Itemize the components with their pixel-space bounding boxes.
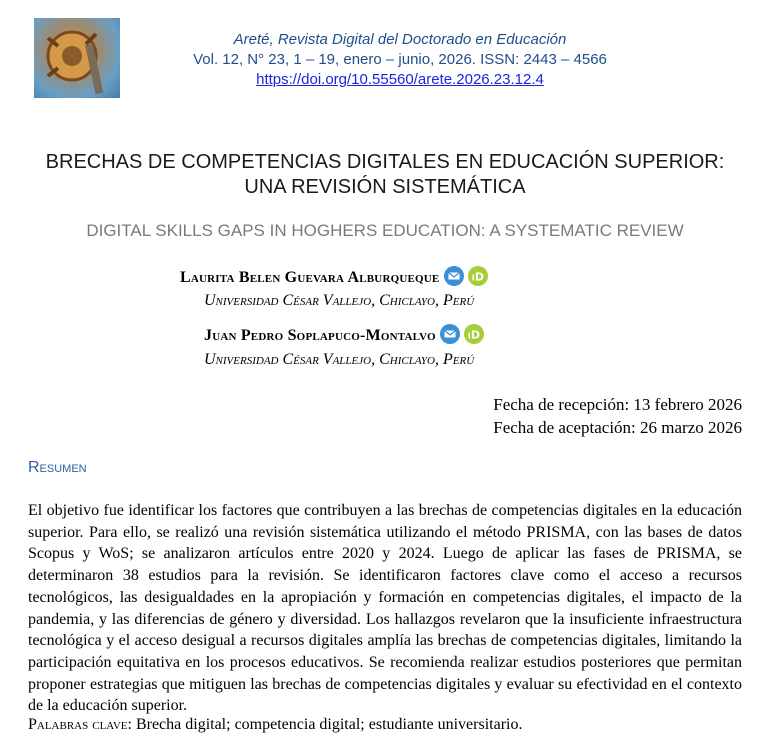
author-name: Laurita Belen Guevara Alburqueque	[180, 269, 440, 287]
journal-name: Areté, Revista Digital del Doctorado en Educación	[233, 31, 567, 48]
received-date: Fecha de recepción: 13 febrero 2026	[493, 395, 742, 414]
dates-block	[493, 393, 742, 439]
journal-header	[150, 30, 650, 90]
volume-line: Vol. 12, N° 23, 1 – 19, enero – junio, 2026. ISSN: 2443 – 4566	[193, 51, 607, 68]
svg-text:iD: iD	[471, 270, 485, 284]
abstract-text: El objetivo fue identificar los factores que contribuyen a las brechas de competencias digitales en la educación superior. Para ello, se realizó una revisión sistemática utilizando el método PRISMA, con las bases de datos Scopus y WoS; se analizaron artículos entre 2020 y 2024. Luego de aplicar las fases de PRISMA, se determinaron 38 estudios para la revisión. Se identificaron factores clave como el acceso a recursos tecnológicos, las desigualdades en la apropiación y formación en competencias digitales, el impacto de la pandemia, y las diferencias de género y diversidad. Los hallazgos revelaron que la insuficiente infraestructura tecnológica y el acceso desigual a recursos digitales amplía las brechas de competencias digitales, limitando la participación equitativa en los procesos educativos. Se recomienda realizar estudios posteriores que permitan proponer estrategias que mitiguen las brechas de competencias digitales y evaluar su efectividad en el contexto de la educación superior.	[28, 502, 742, 715]
orcid-icon[interactable]	[468, 266, 488, 291]
keywords-list: Brecha digital; competencia digital; estudiante universitario.	[135, 716, 523, 733]
mail-icon[interactable]	[444, 266, 464, 291]
author-1-affiliation: Universidad César Vallejo, Chiclayo, Perú	[204, 292, 475, 309]
keywords	[28, 716, 742, 734]
abstract-heading: Resumen	[28, 459, 87, 476]
author-1	[180, 266, 488, 291]
author-name: Juan Pedro Soplapuco-Montalvo	[204, 327, 436, 345]
journal-logo	[34, 18, 120, 98]
keywords-label: Palabras clave:	[28, 716, 132, 733]
doi-link[interactable]: https://doi.org/10.55560/arete.2026.23.12.4	[256, 71, 544, 88]
author-2	[204, 324, 484, 349]
accepted-date: Fecha de aceptación: 26 marzo 2026	[493, 418, 742, 437]
article-subtitle: DIGITAL SKILLS GAPS IN HOGHERS EDUCATION: A SYSTEMATIC REVIEW	[86, 221, 684, 240]
svg-text:iD: iD	[467, 328, 481, 342]
article-title: BRECHAS DE COMPETENCIAS DIGITALES EN EDUCACIÓN SUPERIOR: UNA REVISIÓN SISTEMÁTICA	[45, 151, 725, 198]
mail-icon[interactable]	[440, 324, 460, 349]
orcid-icon[interactable]	[464, 324, 484, 349]
author-2-affiliation: Universidad César Vallejo, Chiclayo, Perú	[204, 351, 475, 368]
